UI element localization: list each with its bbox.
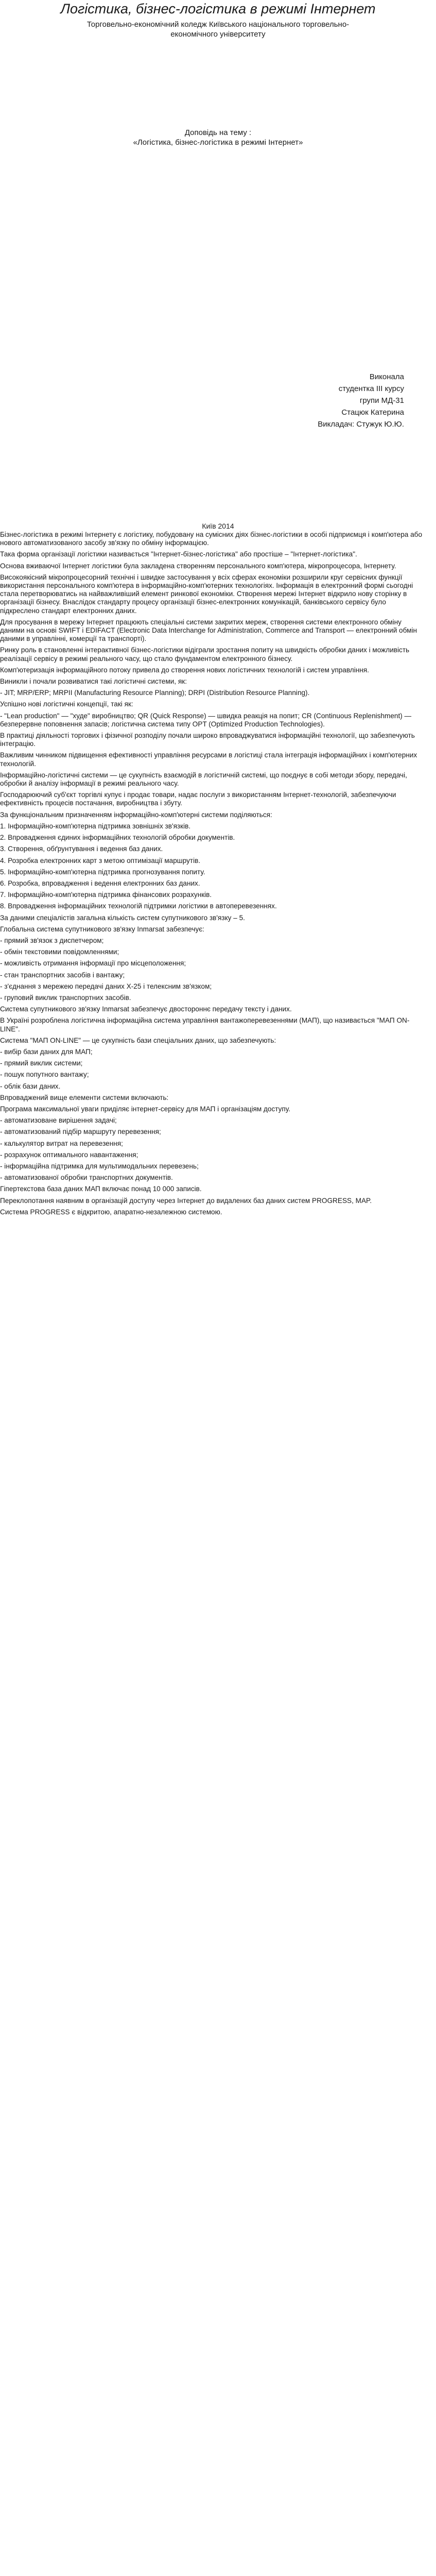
paragraph: Для просування в мережу Інтернет працюють спеціальні системи закритих мереж, створення системи електронного обміну даними на основі SWIFT і EDIFACT (Electronic Data Interchange for Administration, Commerce and Transport — електронний обмін даними в управлінні, комерції та транспорті). xyxy=(0,618,417,643)
author-line: студентка III курсу xyxy=(338,384,404,393)
paragraph: Гіпертекстова база даних МАП включає понад 10 000 записів. xyxy=(0,1185,202,1193)
author-line: Виконала xyxy=(369,372,404,381)
paragraph: Високоякісний мікропроцесорний технічні і швидке застосування у всіх сферах економіки розширили круг сервісних функції використання персонального комп'ютера в інформаційно-комп'ютерних технологіях. Інформація в електронний формі сьогодні стала перетворюватись на найважливіший елемент ринкової економіки. Створення мережі Інтернет відкрило нову сторінку в організації бізнесу. Внаслідок стандарту процесу організації бізнес-електронних комунікацій, банківського сервісу було підкреслено стандарт електронних даних. xyxy=(0,573,413,615)
paragraph: - прямий зв'язок з диспетчером; xyxy=(0,936,104,944)
paragraph: Виникли і почали розвиватися такі логістичні системи, як: xyxy=(0,677,187,686)
paragraph: Важливим чинником підвищення ефективності управління ресурсами в логістиці стала інтеграція інформаційних і комп'ютерних технологій. xyxy=(0,751,417,768)
report-topic xyxy=(0,128,436,147)
paragraph: В практиці діяльності торгових і фізичної розподілу почали широко впроваджуватися інформаційні технології, що забезпечують інтеграцію. xyxy=(0,732,415,748)
paragraph: - автоматизованої обробки транспортних документів. xyxy=(0,1174,173,1182)
main-text xyxy=(0,531,424,1219)
paragraph: - з'єднання з мережею передачі даних X-25 і телексним зв'язком; xyxy=(0,982,212,990)
paragraph: - стан транспортних засобів і вантажу; xyxy=(0,971,125,979)
paragraph: Комп'ютеризація інформаційного потоку привела до створення нових логістичних технологій і систем управління. xyxy=(0,666,369,674)
paragraph: - автоматизоване вирішення задачі; xyxy=(0,1116,117,1125)
paragraph: Система PROGRESS є відкритою, апаратно-незалежною системою. xyxy=(0,1208,222,1216)
college-line: Торговельно-економічний коледж Київського національного торговельно- xyxy=(86,20,350,29)
paragraph: - калькулятор витрат на перевезення; xyxy=(0,1139,123,1147)
paragraph: 5. Інформаційно-комп'ютерна підтримка прогнозування попиту. xyxy=(0,868,205,876)
paragraph: Система супутникового зв'язку Inmarsat забезпечує двостороннє передачу тексту і даних. xyxy=(0,1005,292,1013)
paragraph: - груповий виклик транспортних засобів. xyxy=(0,993,131,1002)
paragraph: - вибір бази даних для МАП; xyxy=(0,1047,93,1056)
paragraph: - прямий виклик системи; xyxy=(0,1059,83,1067)
paragraph: - розрахунок оптимального навантаження; xyxy=(0,1150,138,1159)
paragraph: 6. Розробка, впровадження і ведення електронних баз даних. xyxy=(0,879,200,887)
paragraph: - можливість отримання інформації про місцеположення; xyxy=(0,959,186,968)
author-line: Стацюк Катерина xyxy=(341,408,404,417)
paragraph: За даними спеціалістів загальна кількість систем супутникового зв'язку – 5. xyxy=(0,913,245,922)
paragraph: - "Lean production" — "худе" виробництво; QR (Quick Response) — швидка реакція на попит; CR (Continuous Replenishment) — безперервне поповнення запасів; логістична система типу OPT (Optimized Production Technologies). xyxy=(0,711,412,728)
paragraph: Інформаційно-логістичні системи — це сукупність взаємодій в логістичній системі, що поєднує в собі методи збору, передачі, обробки й аналізу інформації в режимі реального часу. xyxy=(0,771,407,788)
paragraph: - автоматизований підбір маршруту перевезення; xyxy=(0,1128,161,1136)
paragraph: Глобальна система супутникового зв'язку Inmarsat забезпечує: xyxy=(0,925,204,933)
city-year: Київ 2014 xyxy=(202,522,234,530)
paragraph: 7. Інформаційно-комп'ютерна підтримка фінансових розрахунків. xyxy=(0,891,212,899)
report-theme: «Логістика, бізнес-логістика в режимі Інтернет» xyxy=(133,138,303,147)
paragraph: - пошук попутного вантажу; xyxy=(0,1071,89,1079)
paragraph: В Україні розроблена логістична інформаційна система управління вантажоперевезеннями (МАП), що називається "МАП ON-LINE". xyxy=(0,1016,410,1033)
paragraph: Переклопотання наявним в організацій доступу через Інтернет до видалених баз даних систем PROGRESS, MAP. xyxy=(0,1196,372,1205)
paragraph: Ринку роль в становленні інтерактивної бізнес-логістики відіграли зростання попиту на швидкість обробки даних і можливість реалізації сервісу в режимі реального часу, що стало фундаментом електронного бізнесу. xyxy=(0,646,410,663)
paragraph: - інформаційна підтримка для мультимодальних перевезень; xyxy=(0,1162,199,1170)
paragraph: Програма максимальної уваги приділяє інтернет-сервісу для МАП і організаціям доступу. xyxy=(0,1105,291,1113)
college-line: економічного університету xyxy=(170,30,266,39)
paragraph: 8. Впровадження інформаційних технологій підтримки логістики в автоперевезеннях. xyxy=(0,902,277,910)
document-title: Логістика, бізнес-логістика в режимі Інтернет xyxy=(60,1,376,16)
paragraph: Успішно нові логістичні концепції, такі як: xyxy=(0,700,133,708)
paragraph: Бізнес-логістика в режимі Інтернету є логістику, побудовану на сумісних діях бізнес-логістики в особі підприємця і комп'ютера або нового автоматизованого засобу зв'язку по обміну інформацією. xyxy=(0,531,422,547)
paragraph: - обмін текстовими повідомленнями; xyxy=(0,948,119,956)
paragraph: 2. Впровадження єдиних інформаційних технологій обробки документів. xyxy=(0,834,235,842)
report-label: Доповідь на тему : xyxy=(184,128,252,137)
paragraph: Система "МАП ON-LINE" — це сукупність бази спеціальних даних, що забезпечують: xyxy=(0,1036,276,1044)
paragraph: 3. Створення, обґрунтування і ведення баз даних. xyxy=(0,845,163,853)
paragraph: За функціональним призначенням інформаційно-комп'ютерні системи поділяються: xyxy=(0,810,272,819)
paragraph: Впроваджений вище елементи системи включають: xyxy=(0,1093,169,1101)
author-line: Викладач: Стужук Ю.Ю. xyxy=(318,420,404,429)
paragraph: 1. Інформаційно-комп'ютерна підтримка зовнішніх зв'язків. xyxy=(0,822,191,830)
paragraph: - облік бази даних. xyxy=(0,1082,61,1090)
paragraph: Господарюючий суб'єкт торгівлі купує і продає товари, надає послуги з використанням Інтернет-технологій, забезпечуючи ефективність процесів постачання, виробництва і збуту. xyxy=(0,791,396,807)
paragraph: Така форма організації логістики називається "Інтернет-бізнес-логістика" або простіше – "Інтернет-логістика". xyxy=(0,550,357,558)
paragraph: Основа вживаючої Інтернет логістики була закладена створенням персонального комп'ютера, мікропроцесора, Інтернету. xyxy=(0,562,396,570)
college-name xyxy=(0,20,436,39)
paragraph: - JIT; MRP/ERP; MRPII (Manufacturing Resource Planning); DRPI (Distribution Resource Planning). xyxy=(0,689,310,697)
paragraph: 4. Розробка електронних карт з метою оптимізації маршрутів. xyxy=(0,856,201,865)
author-line: групи МД-31 xyxy=(359,396,404,405)
author-block xyxy=(318,371,404,430)
